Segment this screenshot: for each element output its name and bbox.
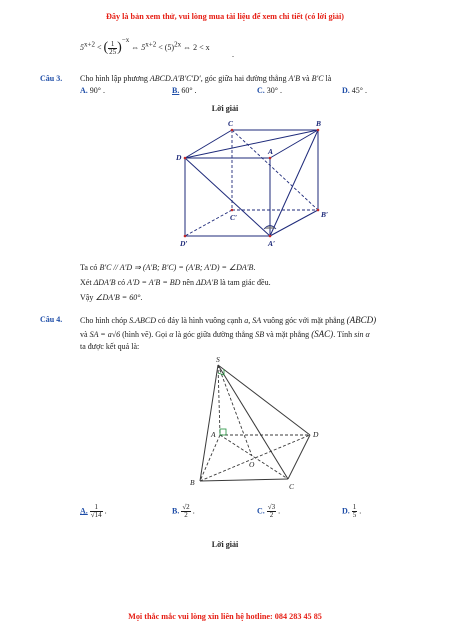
edge-AB <box>200 435 220 481</box>
q4-option-a[interactable]: A. $\frac{1}{√14}$ . <box>80 503 107 519</box>
edge-SA <box>218 365 220 435</box>
label-O: O <box>249 460 255 469</box>
q4-stem-line3: ta được kết quả là: <box>80 342 140 351</box>
edge-AB <box>270 130 318 158</box>
q3-stem: Cho hình lập phương ABCD.A′B′C′D′, góc giữa hai đường thẳng A′B và B′C là <box>80 74 332 83</box>
edge-SD <box>218 365 310 435</box>
diag-AC <box>220 435 288 479</box>
edge-SB <box>200 365 218 481</box>
label-D: D <box>176 153 182 162</box>
label-Bp: B′ <box>321 210 329 219</box>
header-banner: Đây là bản xem thử, vui lòng mua tài liệu để xem chi tiết (có lời giải) <box>105 12 344 21</box>
q3-solution-title: Lời giải <box>211 104 239 113</box>
label-B: B <box>190 478 195 487</box>
cube-figure <box>170 118 340 253</box>
edge-BC <box>200 479 288 481</box>
label-C: C <box>228 119 234 128</box>
label-Ap: A′ <box>268 239 276 248</box>
label-S: S <box>216 355 220 364</box>
line-DB <box>185 130 318 158</box>
fraction-1-25: $\frac{1}{25}$ <box>109 39 117 56</box>
label-Dp: D′ <box>180 239 188 248</box>
q3-option-a[interactable]: A. 90° . <box>80 86 105 95</box>
q4-solution-title: Lời giải <box>211 540 239 549</box>
footer-hotline: Mọi thắc mắc vui lòng xin liên hệ hotline: 084 283 45 85 <box>128 612 322 621</box>
q4-label: Câu 4. <box>40 315 63 324</box>
label-A: A <box>268 147 274 156</box>
line-DAp <box>185 158 270 236</box>
inequality-dot: . <box>232 50 234 59</box>
q3-sol-line3: Vậy ∠DA′B = 60°. <box>80 293 143 302</box>
line-CBp <box>232 130 318 210</box>
q4-option-d[interactable]: D. $\frac{1}{5}$ . <box>342 503 362 519</box>
label-C: C <box>289 482 295 491</box>
label-B: B <box>316 119 322 128</box>
q3-option-c[interactable]: C. 30° . <box>257 86 282 95</box>
q3-sol-line2: Xét ΔDA′B có A′D = A′B = BD nên ΔDA′B là tam giác đều. <box>80 278 271 287</box>
q4-stem-line2: và SA = a√6 (hình vẽ). Gọi α là góc giữa đường thẳng SB và mặt phẳng (SAC). Tính sin α <box>80 329 370 339</box>
label-A: A <box>211 430 216 439</box>
q4-option-c[interactable]: C. $\frac{√3}{2}$ . <box>257 503 281 519</box>
edge-CD <box>288 435 310 479</box>
right-angle-A <box>220 429 226 435</box>
edge-CpDp <box>185 210 232 236</box>
label-Cp: C′ <box>230 213 238 222</box>
q3-option-b[interactable]: B. 60° . <box>172 86 197 95</box>
line-SO <box>218 365 252 456</box>
edge-CD <box>185 130 232 158</box>
q4-stem-line1: Cho hình chóp S.ABCD có đáy là hình vuông cạnh a, SA vuông góc với mặt phẳng (ABCD) <box>80 315 377 325</box>
inequality-line: $5^{x+2}$ < ( $\frac{1}{25}$ )$^{-x}$ ⇔ $5^{x+2} < (5)^{2x}$ ⇔ 2 < x <box>80 36 210 56</box>
pyramid-figure <box>180 355 330 495</box>
edge-ApBp <box>270 210 318 236</box>
line-ApB <box>270 130 318 236</box>
q4-option-b[interactable]: B. $\frac{√2}{2}$ . <box>172 503 195 519</box>
q3-label: Câu 3. <box>40 74 63 83</box>
q3-option-d[interactable]: D. 45° . <box>342 86 367 95</box>
label-D: D <box>313 430 319 439</box>
q3-sol-line1: Ta có B′C // A′D ⇒ (A′B; B′C) = (A′B; A′D) = ∠DA′B. <box>80 263 256 272</box>
